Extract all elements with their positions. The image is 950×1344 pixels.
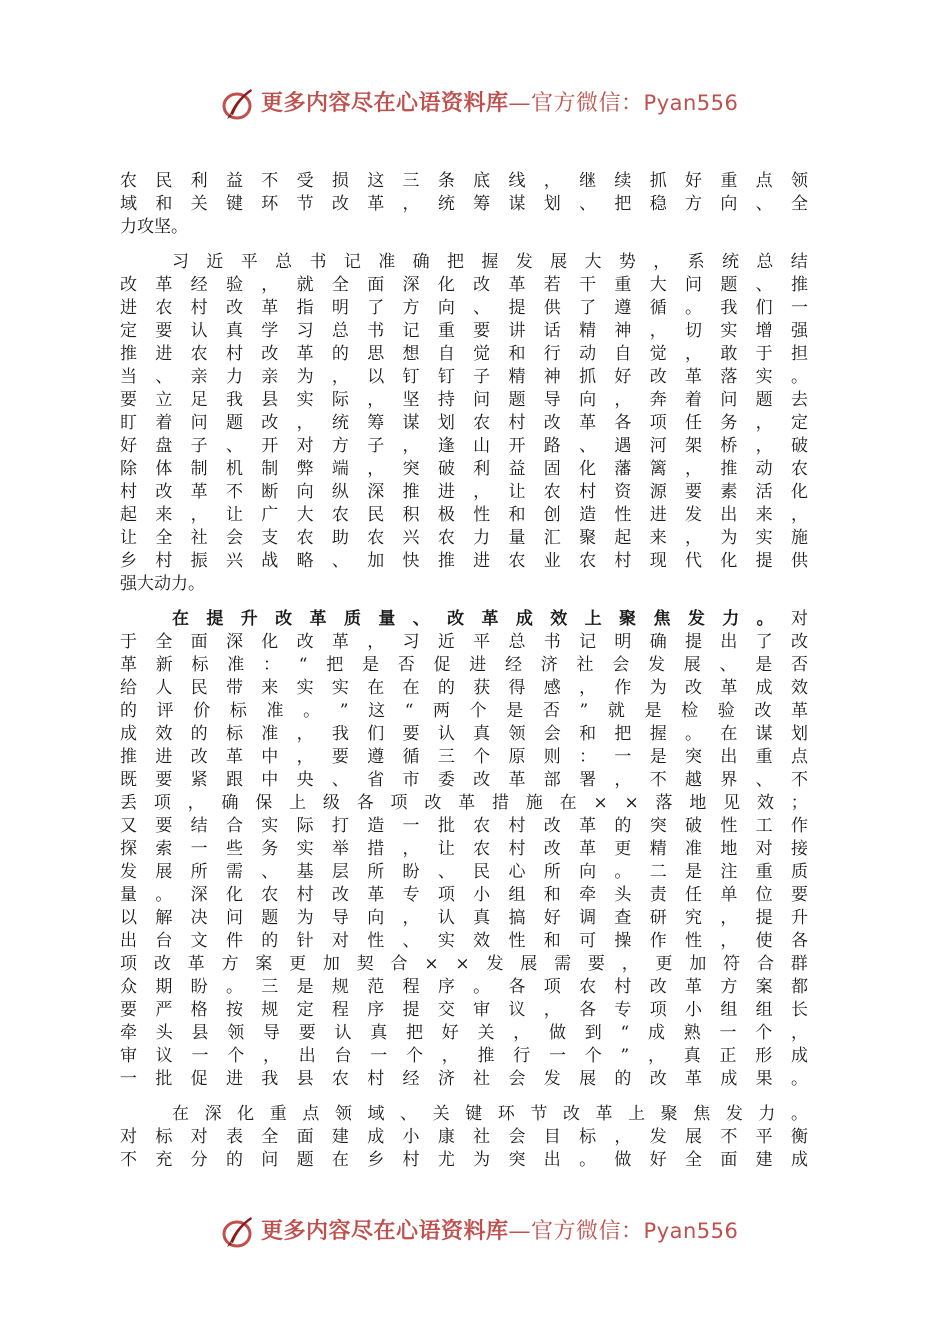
- banner-text: [261, 88, 738, 119]
- text-line: 以 解 决 问 题 为 导 向 ， 认 真 搞 好 调 查 研 究 ， 提 升: [120, 908, 808, 928]
- lead-tail-text: 对: [791, 609, 808, 629]
- text-line: 不 充 分 的 问 题 在 乡 村 尤 为 突 出 。 做 好 全 面 建 成: [120, 1150, 808, 1170]
- text-line: 让 全 社 会 支 农 助 农 兴 农 力 量 汇 聚 起 来 ， 为 实 施: [120, 528, 808, 548]
- text-line: 给 人 民 带 来 实 实 在 在 的 获 得 感 ， 作 为 改 革 成 效: [120, 678, 808, 698]
- text-line: 丢 项 ， 确 保 上 级 各 项 改 革 措 施 在 × × 落 地 见 效 ；: [120, 793, 808, 813]
- text-line: 推 进 改 革 中 ， 要 遵 循 三 个 原 则 ： 一 是 突 出 重 点: [120, 747, 808, 767]
- header-banner: [0, 84, 950, 124]
- text-line: 域 和 关 键 环 节 改 革 ， 统 筹 谋 划 、 把 稳 方 向 、 全: [120, 194, 808, 214]
- paragraph-lead-heading: 在提升改革质量、改革成效上聚焦发力。: [172, 609, 791, 629]
- text-line: 对 标 对 表 全 面 建 成 小 康 社 会 目 标 ， 发 展 不 平 衡: [120, 1127, 808, 1147]
- feather-pen-logo-icon: [221, 86, 257, 122]
- paragraph-4: [120, 1103, 808, 1172]
- text-line: 习 近 平 总 书 记 准 确 把 握 发 展 大 势 ， 系 统 总 结: [172, 252, 808, 272]
- text-line: 定 要 认 真 学 习 总 书 记 重 要 讲 话 精 神 ， 切 实 增 强: [120, 321, 808, 341]
- text-line: 盯 着 问 题 改 ， 统 筹 谋 划 农 村 改 革 各 项 任 务 ， 定: [120, 413, 808, 433]
- text-line: 村 改 革 不 断 向 纵 深 推 进 ， 让 农 村 资 源 要 素 活 化: [120, 482, 808, 502]
- text-line: 出 台 文 件 的 针 对 性 、 实 效 性 和 可 操 作 性 ， 使 各: [120, 931, 808, 951]
- text-line: 力攻坚。: [120, 217, 188, 237]
- text-line: 改 革 经 验 ， 就 全 面 深 化 改 革 若 干 重 大 问 题 、 推: [120, 275, 808, 295]
- banner-text: [261, 1216, 738, 1247]
- text-line: 的 评 价 标 准 。 ” 这 “ 两 个 是 否 ” 就 是 检 验 改 革: [120, 701, 808, 721]
- banner-site-name: 更多内容尽在心语资料库: [261, 1218, 509, 1244]
- banner-wechat-label: —官方微信：: [508, 91, 644, 116]
- feather-pen-logo-icon: [221, 1214, 257, 1250]
- text-line: 进 农 村 改 革 指 明 了 方 向 、 提 供 了 遵 循 。 我 们 一: [120, 298, 808, 318]
- text-line: 众 期 盼 。 三 是 规 范 程 序 。 各 项 农 村 改 革 方 案 都: [120, 977, 808, 997]
- text-line: 审 议 一 个 ， 出 台 一 个 ， 推 行 一 个 ” ， 真 正 形 成: [120, 1046, 808, 1066]
- paragraph-lead-heading: 在 深 化 重 点 领 域 、 关 键 环 节 改 革 上 聚 焦 发 力 。: [172, 1104, 808, 1124]
- document-body: [120, 170, 808, 1172]
- text-line: 起 来 ， 让 广 大 农 民 积 极 性 和 创 造 性 进 发 出 来 ，: [120, 505, 808, 525]
- text-line: 强大动力。: [120, 574, 205, 594]
- paragraph-3: [120, 608, 808, 1091]
- paragraph-1: [120, 170, 808, 239]
- banner-site-name: 更多内容尽在心语资料库: [261, 90, 509, 116]
- text-line: 好 盘 子 、 开 对 方 子 ， 逢 山 开 路 、 遇 河 架 桥 ， 破: [120, 436, 808, 456]
- banner-wechat-label: —官方微信：: [508, 1219, 644, 1244]
- text-line: 又 要 结 合 实 际 打 造 一 批 农 村 改 革 的 突 破 性 工 作: [120, 816, 808, 836]
- text-line: 项 改 革 方 案 更 加 契 合 × × 发 展 需 要 ， 更 加 符 合 群: [120, 954, 808, 974]
- text-line: 农 民 利 益 不 受 损 这 三 条 底 线 ， 继 续 抓 好 重 点 领: [120, 171, 808, 191]
- text-line: 要 立 足 我 县 实 际 ， 坚 持 问 题 导 向 ， 奔 着 问 题 去: [120, 390, 808, 410]
- text-line: 量 。 深 化 农 村 改 革 专 项 小 组 和 牵 头 责 任 单 位 要: [120, 885, 808, 905]
- text-line: 革 新 标 准 ： “ 把 是 否 促 进 经 济 社 会 发 展 、 是 否: [120, 655, 808, 675]
- text-line: 要 严 格 按 规 定 程 序 提 交 审 议 ， 各 专 项 小 组 组 长: [120, 1000, 808, 1020]
- text-line: 成 效 的 标 准 ， 我 们 要 认 真 领 会 和 把 握 。 在 谋 划: [120, 724, 808, 744]
- text-line: 于 全 面 深 化 改 革 ， 习 近 平 总 书 记 明 确 提 出 了 改: [120, 632, 808, 652]
- text-line: 当 、 亲 力 亲 为 ， 以 钉 钉 子 精 神 抓 好 改 革 落 实 。: [120, 367, 808, 387]
- text-line: 一 批 促 进 我 县 农 村 经 济 社 会 发 展 的 改 革 成 果 。: [120, 1069, 808, 1089]
- text-line: [120, 608, 808, 631]
- footer-banner: [0, 1212, 950, 1252]
- banner-wechat-id: Pyan556: [643, 91, 739, 115]
- text-line: 推 进 农 村 改 革 的 思 想 自 觉 和 行 动 自 觉 ， 敢 于 担: [120, 344, 808, 364]
- text-line: 既 要 紧 跟 中 央 、 省 市 委 改 革 部 署 ， 不 越 界 、 不: [120, 770, 808, 790]
- banner-wechat-id: Pyan556: [643, 1219, 739, 1243]
- text-line: 乡 村 振 兴 战 略 、 加 快 推 进 农 业 农 村 现 代 化 提 供: [120, 551, 808, 571]
- paragraph-2: [120, 251, 808, 596]
- text-line: 除 体 制 机 制 弊 端 ， 突 破 利 益 固 化 藩 篱 ， 推 动 农: [120, 459, 808, 479]
- text-line: 牵 头 县 领 导 要 认 真 把 好 关 ， 做 到 “ 成 熟 一 个 ，: [120, 1023, 808, 1043]
- text-line: 探 索 一 些 务 实 举 措 ， 让 农 村 改 革 更 精 准 地 对 接: [120, 839, 808, 859]
- text-line: 发 展 所 需 、 基 层 所 盼 、 民 心 所 向 。 二 是 注 重 质: [120, 862, 808, 882]
